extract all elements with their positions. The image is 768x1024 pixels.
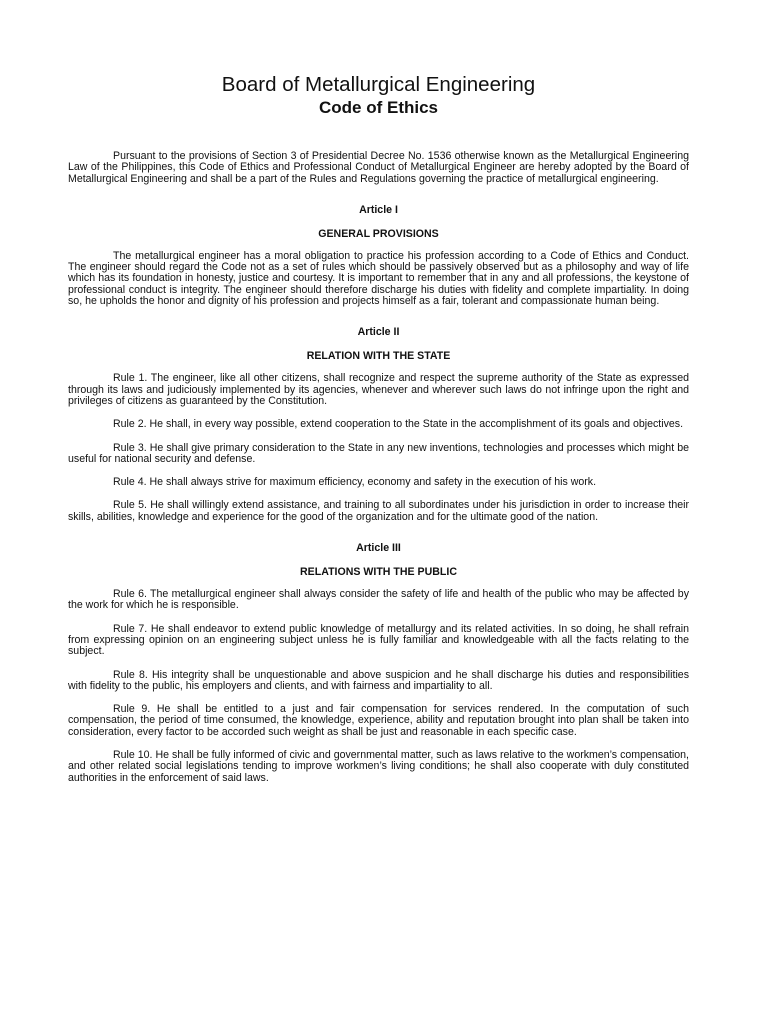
article-label: Article II [357,326,400,339]
article-title: RELATION WITH THE STATE [306,350,451,363]
document-title: Board of Metallurgical Engineering [221,73,536,96]
rule-paragraph: Rule 3. He shall give primary consideration to the State in any new inventions, technologies and processes which might be useful for national security and defense. [68,441,689,465]
rule-paragraph: Rule 10. He shall be fully informed of civic and governmental matter, such as laws relative to the workmen’s compensation, and other related social legislations tending to improve workmen’s living conditions; he shall also cooperate with duly constituted authorities in the enforcement of said laws. [68,749,689,784]
article-label: Article I [359,203,398,216]
rule-paragraph: Rule 7. He shall endeavor to extend public knowledge of metallurgy and its related activities. In so doing, he shall refrain from expressing opinion on an engineering subject unless he is fully familiar and knowledgeable with all the facts relating to the subject. [68,622,689,658]
article-title: GENERAL PROVISIONS [318,227,439,240]
rule-paragraph: Rule 6. The metallurgical engineer shall always consider the safety of life and health of the public who may be affected by the work for which he is responsible. [68,588,689,612]
article-title: RELATIONS WITH THE PUBLIC [300,566,457,579]
rule-paragraph: Rule 9. He shall be entitled to a just and fair compensation for services rendered. In the computation of such compensation, the period of time consumed, the knowledge, experience, ability and reputation brought into plan shall be taken into consideration, every factor to be accorded such weight as shall be just and reasonable in each specific case. [68,703,689,738]
rule-paragraph: Rule 5. He shall willingly extend assistance, and training to all subordinates under his jurisdiction in order to increase their skills, abilities, knowledge and experience for the good of the organization and for the ultimate good of the nation. [68,499,689,523]
rule-paragraph: Rule 2. He shall, in every way possible, extend cooperation to the State in the accomplishment of its goals and objectives. [113,418,684,431]
article-3 [68,542,689,784]
article-1 [68,204,689,307]
rule-paragraph: Rule 1. The engineer, like all other citizens, shall recognize and respect the supreme authority of the State as expressed through its laws and judiciously implemented by its agencies, whenever and wherever such laws do not infringe upon the right and privileges of citizens as guaranteed by the Constitution. [68,372,689,407]
intro-paragraph: Pursuant to the provisions of Section 3 of Presidential Decree No. 1536 otherwise known as the Metallurgical Engineering Law of the Philippines, this Code of Ethics and Professional Conduct of Metallurgical Engineer are hereby adopted by the Board of Metallurgical Engineering and shall be a part of the Rules and Regulations governing the practice of metallurgical engineering. [68,150,689,185]
article-2 [68,326,689,523]
article-paragraph: The metallurgical engineer has a moral obligation to practice his profession according to a Code of Ethics and Conduct. The engineer should regard the Code not as a set of rules which should be passively observed but as a philosophy and way of life which has its foundation in honesty, justice and courtesy. It is important to remember that in any and all professions, the keystone of professional conduct is integrity. The engineer should therefore discharge his duties with fidelity and complete impartiality. In doing so, he upholds the honor and dignity of his profession and projects himself as a fair, tolerant and compassionate human being. [68,249,689,308]
rule-paragraph: Rule 4. He shall always strive for maximum efficiency, economy and safety in the execution of his work. [113,476,597,489]
document-subtitle: Code of Ethics [318,98,438,117]
document-page [68,74,689,784]
rule-paragraph: Rule 8. His integrity shall be unquestionable and above suspicion and he shall discharge his duties and responsibilities with fidelity to the public, his employers and clients, and with fairness and impartiality to all. [68,668,689,692]
article-label: Article III [356,542,401,555]
